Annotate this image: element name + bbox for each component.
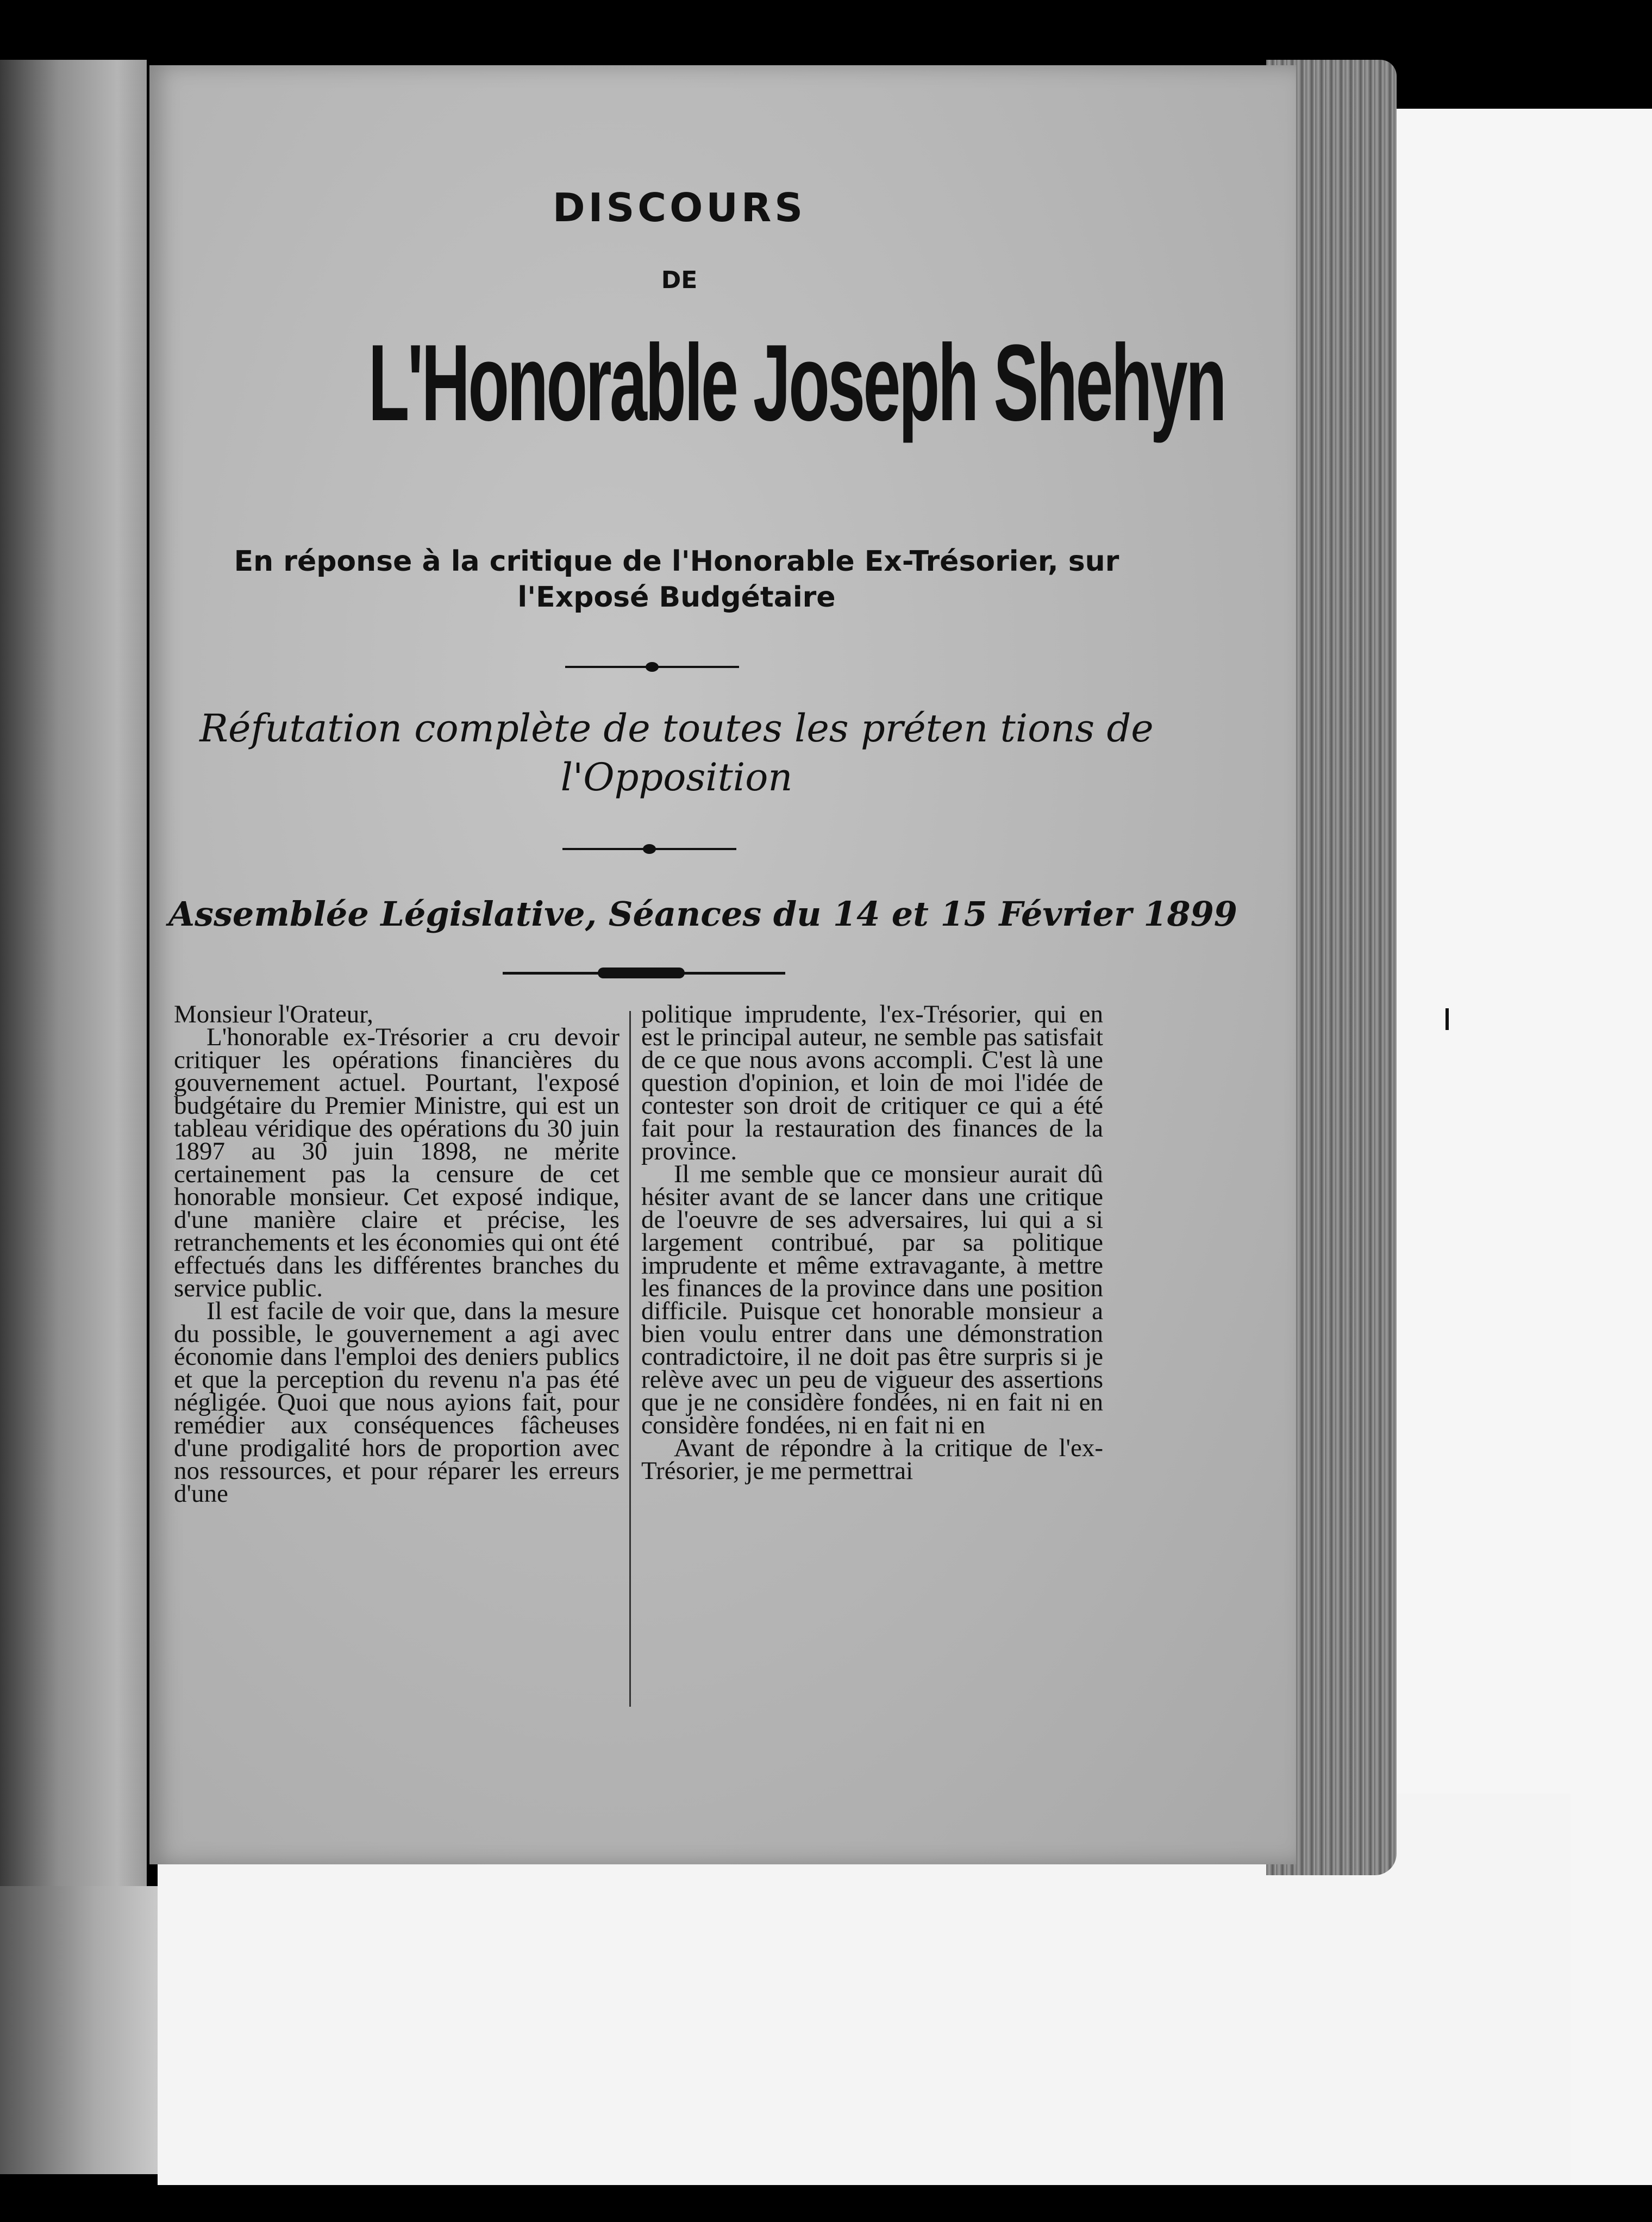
salutation: Monsieur l'Orateur,: [174, 1000, 373, 1028]
ornament-dot-1: [646, 662, 659, 672]
film-scratch-mark: [1446, 1008, 1449, 1030]
discours-heading: DISCOURS: [552, 185, 806, 230]
paragraph: Il est facile de voir que, dans la mesure du possible, le gouvernement a agi avec économie dans l'emploi des deniers publics et que la perception du revenu n'a pas été négligée. Quoi que nous ayions fait, pour remédier aux conséquences fâcheuses d'une prodigalité hors de proportion avec nos ressources, et pour réparer les erreurs d'une: [174, 1297, 620, 1508]
main-title: L'Honorable Joseph Shehyn: [368, 322, 1225, 444]
film-left-page-edge: [0, 60, 147, 1886]
subtitle: En réponse à la critique de l'Honorable Ex-Trésorier, sur l'Exposé Budgétaire: [234, 545, 1119, 614]
ornament-dot-3: [598, 968, 685, 978]
paragraph: politique imprudente, l'ex-Trésorier, qui en est le principal auteur, ne semble pas satisfait de ce que nous avons accompli. C'est là une question d'opinion, et loin de moi l'idée de contester son droit de critiquer ce qui a été fait pour la restauration des finances de la province.: [641, 1000, 1103, 1165]
ornament-dot-2: [643, 844, 656, 854]
refutation-heading: Réfutation complète de toutes les préten tions de l'Opposition: [199, 706, 1154, 800]
paragraph: L'honorable ex-Trésorier a cru devoir critiquer les opérations financières du gouvernement actuel. Pourtant, l'exposé budgétaire du Premier Ministre, qui est un tableau véridique des opérations du 30 juin 1897 au 30 juin 1898, ne mérite certainement pas la censure de cet honorable monsieur. Cet exposé indique, d'une manière claire et précise, les retranchements et les économies qui ont été effectués dans les différentes branches du service public.: [174, 1023, 620, 1302]
de-heading: DE: [661, 266, 698, 294]
film-left-lower: [0, 1886, 158, 2174]
paragraph: Avant de répondre à la critique de l'ex-Trésorier, je me permettrai: [641, 1434, 1103, 1485]
right-column: [641, 1000, 1103, 1485]
paragraph: Il me semble que ce monsieur aurait dû hésiter avant de se lancer dans une critique de l'oeuvre de ses adversaires, lui qui a si largement contribué, par sa politique imprudente et même extravagante, à mettre les finances de la province dans une position difficile. Puisque cet honorable monsieur a bien voulu entrer dans une démonstration contradictoire, il ne doit pas être surpris si je relève avec un peu de vigueur des assertions que je ne considère fondées, ni en fait ni en considère fondées, ni en fait ni en: [641, 1160, 1103, 1439]
column-divider: [629, 1011, 631, 1707]
left-column: [174, 1000, 620, 1508]
session-heading: Assemblée Législative, Séances du 14 et 15 Février 1899: [168, 894, 1237, 934]
